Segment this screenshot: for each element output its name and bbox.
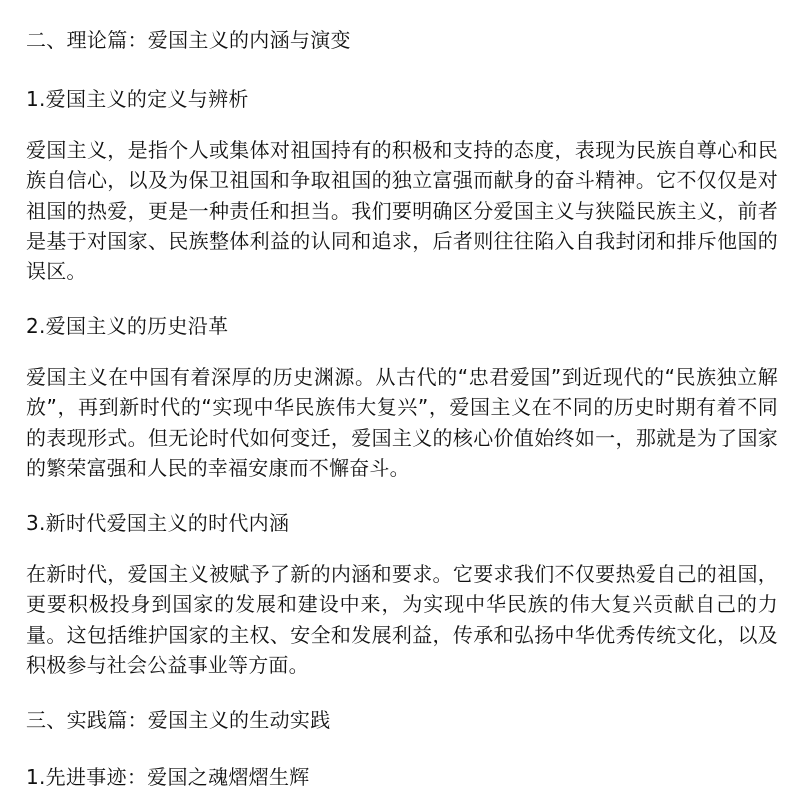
section-1-heading: 1.爱国主义的定义与辨析 [26,87,249,111]
section-2-paragraph: 爱国主义在中国有着深厚的历史渊源。从古代的“忠君爱国”到近现代的“民族独立解放”，再到新时代的“实现中华民族伟大复兴”，爱国主义在不同的历史时期有着不同的表现形式。但无论时代如何变迁，爱国主义的核心价值始终如一，那就是为了国家的繁荣富强和人民的幸福安康而不懈奋斗。 [26,365,778,480]
part-two-heading: 二、理论篇：爱国主义的内涵与演变 [26,28,351,52]
section-2-heading: 2.爱国主义的历史沿革 [26,314,229,338]
section-1-paragraph: 爱国主义，是指个人或集体对祖国持有的积极和支持的态度，表现为民族自尊心和民族自信心，以及为保卫祖国和争取祖国的独立富强而献身的奋斗精神。它不仅仅是对祖国的热爱，更是一种责任和担当。我们要明确区分爱国主义与狭隘民族主义，前者是基于对国家、民族整体利益的认同和追求，后者则往往陷入自我封闭和排斥他国的误区。 [26,138,778,284]
part-three-heading: 三、实践篇：爱国主义的生动实践 [26,708,331,732]
section-3-paragraph: 在新时代，爱国主义被赋予了新的内涵和要求。它要求我们不仅要热爱自己的祖国，更要积极投身到国家的发展和建设中来，为实现中华民族的伟大复兴贡献自己的力量。这包括维护国家的主权、安全和发展利益，传承和弘扬中华优秀传统文化，以及积极参与社会公益事业等方面。 [26,562,778,677]
part-three-section-1-heading: 1.先进事迹：爱国之魂熠熠生辉 [26,765,310,789]
section-3-heading: 3.新时代爱国主义的时代内涵 [26,511,290,535]
